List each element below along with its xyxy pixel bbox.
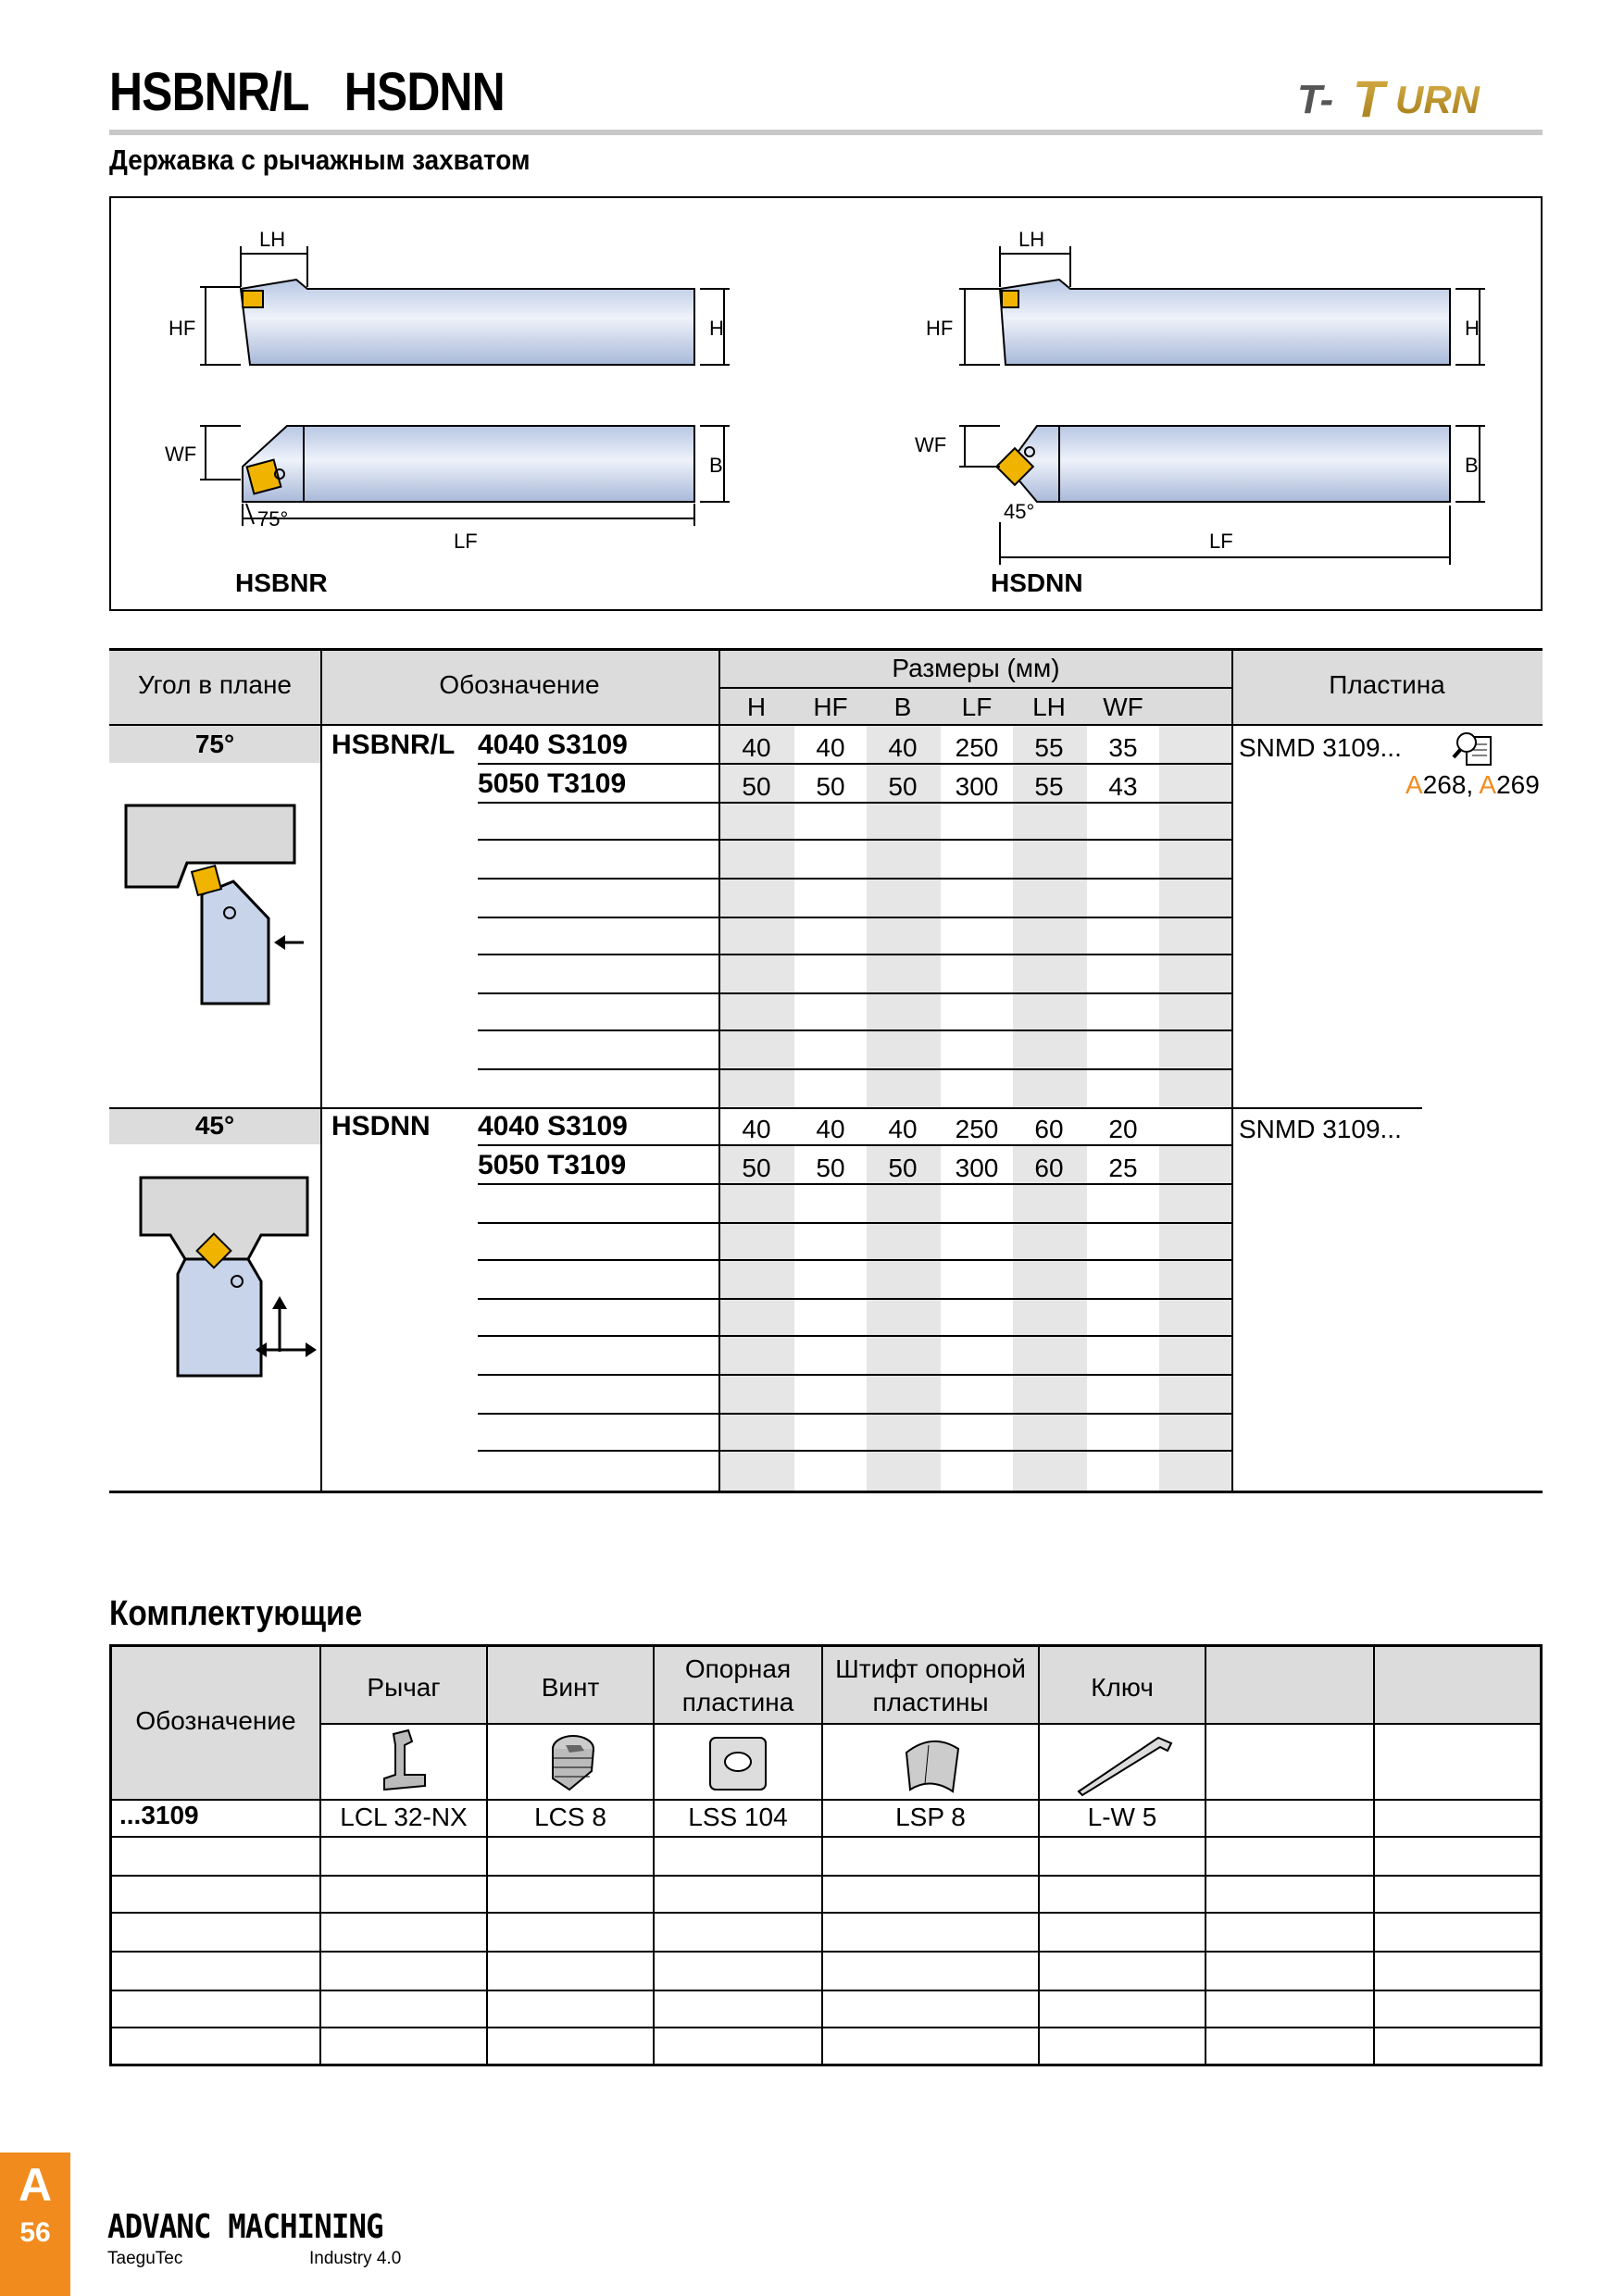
hsbnr-side-body (241, 280, 694, 365)
rule (478, 839, 1231, 841)
hsdnn-caption: HSDNN (991, 568, 1083, 597)
stripe (1159, 1144, 1233, 1492)
dim-header-b: B (893, 693, 912, 721)
stripe (1013, 1144, 1087, 1492)
rule (320, 648, 322, 1492)
dim-value: 50 (742, 1154, 771, 1182)
rule (112, 1990, 1540, 1991)
table-row[interactable]: 5050 T3109 (478, 768, 627, 799)
acc-screw-value: LCS 8 (534, 1803, 606, 1831)
angle-45-label: 45° (1004, 500, 1035, 523)
col-designation-header: Обозначение (439, 670, 600, 699)
rule (319, 1647, 321, 2064)
dim-value: 40 (888, 733, 918, 762)
rule (478, 1374, 1231, 1376)
screw-icon (538, 1730, 603, 1795)
dim-header-h: H (746, 693, 767, 721)
b-label: B (709, 454, 723, 477)
wf-label-right: WF (915, 433, 947, 456)
angle-75: 75° (194, 730, 235, 758)
section-letter: A (18, 2159, 53, 2211)
page-number: 56 (19, 2217, 51, 2248)
page-ref-num: 268 (1422, 770, 1467, 799)
rule (112, 1912, 1540, 1914)
rule (478, 1068, 1231, 1070)
rule (1038, 1647, 1040, 2064)
acc-col-key: Ключ (1091, 1673, 1154, 1702)
t-turn-logo (1292, 72, 1543, 124)
acc-col-designation: Обозначение (135, 1706, 296, 1735)
rule (478, 992, 1231, 994)
insert-snmd-75[interactable]: SNMD 3109... (1239, 733, 1402, 762)
lh-label-right: LH (1018, 228, 1045, 251)
rule (478, 1222, 1231, 1224)
rule (1231, 648, 1233, 1492)
holder-table (109, 648, 1543, 1492)
dim-value: 50 (888, 1154, 918, 1182)
angle-75-label: 75° (257, 507, 289, 530)
rule (112, 1836, 1540, 1838)
acc-key-value: L-W 5 (1087, 1803, 1157, 1831)
acc-col-shim: Опорная пластина (681, 1654, 794, 1716)
brand-left: TaeguTec (107, 2249, 183, 2268)
title-rule (109, 130, 1543, 135)
svg-text:T: T (1353, 72, 1385, 124)
rule (109, 724, 1543, 726)
rule (720, 687, 1231, 689)
dim-value: 43 (1108, 772, 1138, 801)
hf-label: HF (169, 317, 196, 340)
rule (109, 1107, 1422, 1109)
rule (478, 763, 1231, 765)
dim-value: 300 (955, 772, 999, 801)
h-label: H (709, 317, 724, 340)
table-row[interactable]: 4040 S3109 (478, 1111, 628, 1142)
approach-75-pictogram (122, 802, 307, 1005)
shim-pin-icon (897, 1730, 968, 1795)
rule (478, 1413, 1231, 1415)
dim-value: 55 (1034, 733, 1064, 762)
rule (112, 1799, 1540, 1801)
dim-value: 60 (1034, 1115, 1064, 1143)
dim-value: 300 (955, 1154, 999, 1182)
tool-diagram (109, 196, 1543, 611)
dim-value: 40 (742, 1115, 771, 1143)
brand-right: Industry 4.0 (309, 2249, 402, 2268)
rule (478, 1259, 1231, 1261)
lever-icon (371, 1728, 436, 1795)
lh-label: LH (259, 228, 286, 251)
rule (478, 1335, 1231, 1337)
hsdnn-side-body (1000, 280, 1450, 365)
angle-45: 45° (194, 1111, 235, 1140)
dim-value: 35 (1108, 733, 1138, 762)
rule (1205, 1647, 1206, 2064)
wf-label: WF (165, 443, 197, 466)
family-hsbnr: HSBNR/L (331, 730, 456, 760)
table-row[interactable]: 5050 T3109 (478, 1150, 627, 1180)
dim-value: 40 (888, 1115, 918, 1143)
page-ref-num: 269 (1496, 770, 1540, 799)
insert-snmd-45[interactable]: SNMD 3109... (1239, 1115, 1402, 1143)
dim-value: 50 (816, 772, 845, 801)
rule (112, 1875, 1540, 1877)
rule (478, 1029, 1231, 1031)
rule (478, 1298, 1231, 1300)
acc-row-designation: ...3109 (119, 1801, 199, 1829)
brand-main: ADVANC MACHINING (107, 2208, 383, 2246)
page-title: HSBNR/L HSDNN (109, 62, 505, 122)
dim-header-lf: LF (961, 693, 993, 721)
stripe (720, 1144, 794, 1492)
page-ref-sep: , (1466, 770, 1480, 799)
dim-value: 25 (1108, 1154, 1138, 1182)
page-ref[interactable] (1405, 770, 1540, 800)
rule (112, 2027, 1540, 2028)
lf-label: LF (454, 530, 478, 553)
b-label-right: B (1465, 454, 1479, 477)
svg-text:URN: URN (1395, 78, 1480, 121)
rule (478, 1144, 1231, 1146)
page-ref-prefix: A (1405, 770, 1423, 799)
col-dimensions-header: Размеры (мм) (892, 654, 1060, 682)
rule (1373, 1647, 1375, 2064)
rule (478, 917, 1231, 918)
dim-value: 20 (1108, 1115, 1138, 1143)
dim-value: 40 (742, 733, 771, 762)
rule (478, 878, 1231, 880)
dim-value: 50 (816, 1154, 845, 1182)
accessories-title: Комплектующие (109, 1594, 363, 1633)
page-subtitle: Державка с рычажным захватом (109, 144, 531, 176)
page-ref-prefix: A (1479, 770, 1497, 799)
dim-value: 250 (955, 733, 999, 762)
catalog-lookup-icon[interactable] (1452, 730, 1496, 768)
rule (478, 1450, 1231, 1452)
svg-text:T-: T- (1297, 77, 1334, 122)
acc-lever-value: LCL 32-NX (340, 1803, 468, 1831)
dim-value: 55 (1034, 772, 1064, 801)
lf-label-right: LF (1209, 530, 1233, 553)
rule (486, 1647, 488, 2064)
dim-value: 40 (816, 1115, 845, 1143)
rule (478, 954, 1231, 955)
family-hsdnn: HSDNN (331, 1111, 431, 1142)
stripe (867, 1144, 941, 1492)
acc-col-lever: Рычаг (367, 1673, 441, 1702)
rule (319, 1723, 1540, 1725)
tool-drawings (111, 198, 1544, 613)
dim-value: 60 (1034, 1154, 1064, 1182)
rule (109, 1491, 1543, 1493)
rule (478, 802, 1231, 804)
dim-header-wf: WF (1103, 693, 1143, 721)
col-insert-header: Пластина (1329, 670, 1445, 699)
rule (109, 648, 1543, 651)
key-icon (1075, 1728, 1177, 1797)
dim-header-lh: LH (1032, 693, 1066, 721)
dim-header-hf: HF (813, 693, 848, 721)
approach-45-pictogram (122, 1174, 317, 1381)
acc-shim-pin-value: LSP 8 (895, 1803, 966, 1831)
hsdnn-top-body (1007, 426, 1450, 502)
dim-value: 250 (955, 1115, 999, 1143)
table-row[interactable]: 4040 S3109 (478, 730, 628, 760)
dim-value: 40 (816, 733, 845, 762)
advance-machining-logo (107, 2208, 441, 2273)
hsbnr-caption: HSBNR (235, 568, 328, 597)
dim-value: 50 (742, 772, 771, 801)
hf-label-right: HF (926, 317, 954, 340)
hsbnr-top-body (243, 426, 694, 502)
acc-shim-value: LSS 104 (688, 1803, 788, 1831)
accessories-table (109, 1644, 1543, 2066)
shim-icon (705, 1730, 771, 1795)
acc-col-screw: Винт (541, 1673, 600, 1702)
col-angle-header: Угол в плане (138, 670, 292, 699)
dim-value: 50 (888, 772, 918, 801)
rule (112, 1951, 1540, 1953)
h-label-right: H (1465, 317, 1480, 340)
acc-col-shim-pin: Штифт опорной пластины (835, 1654, 1026, 1716)
rule (478, 1183, 1231, 1185)
section-tab (0, 2152, 70, 2296)
